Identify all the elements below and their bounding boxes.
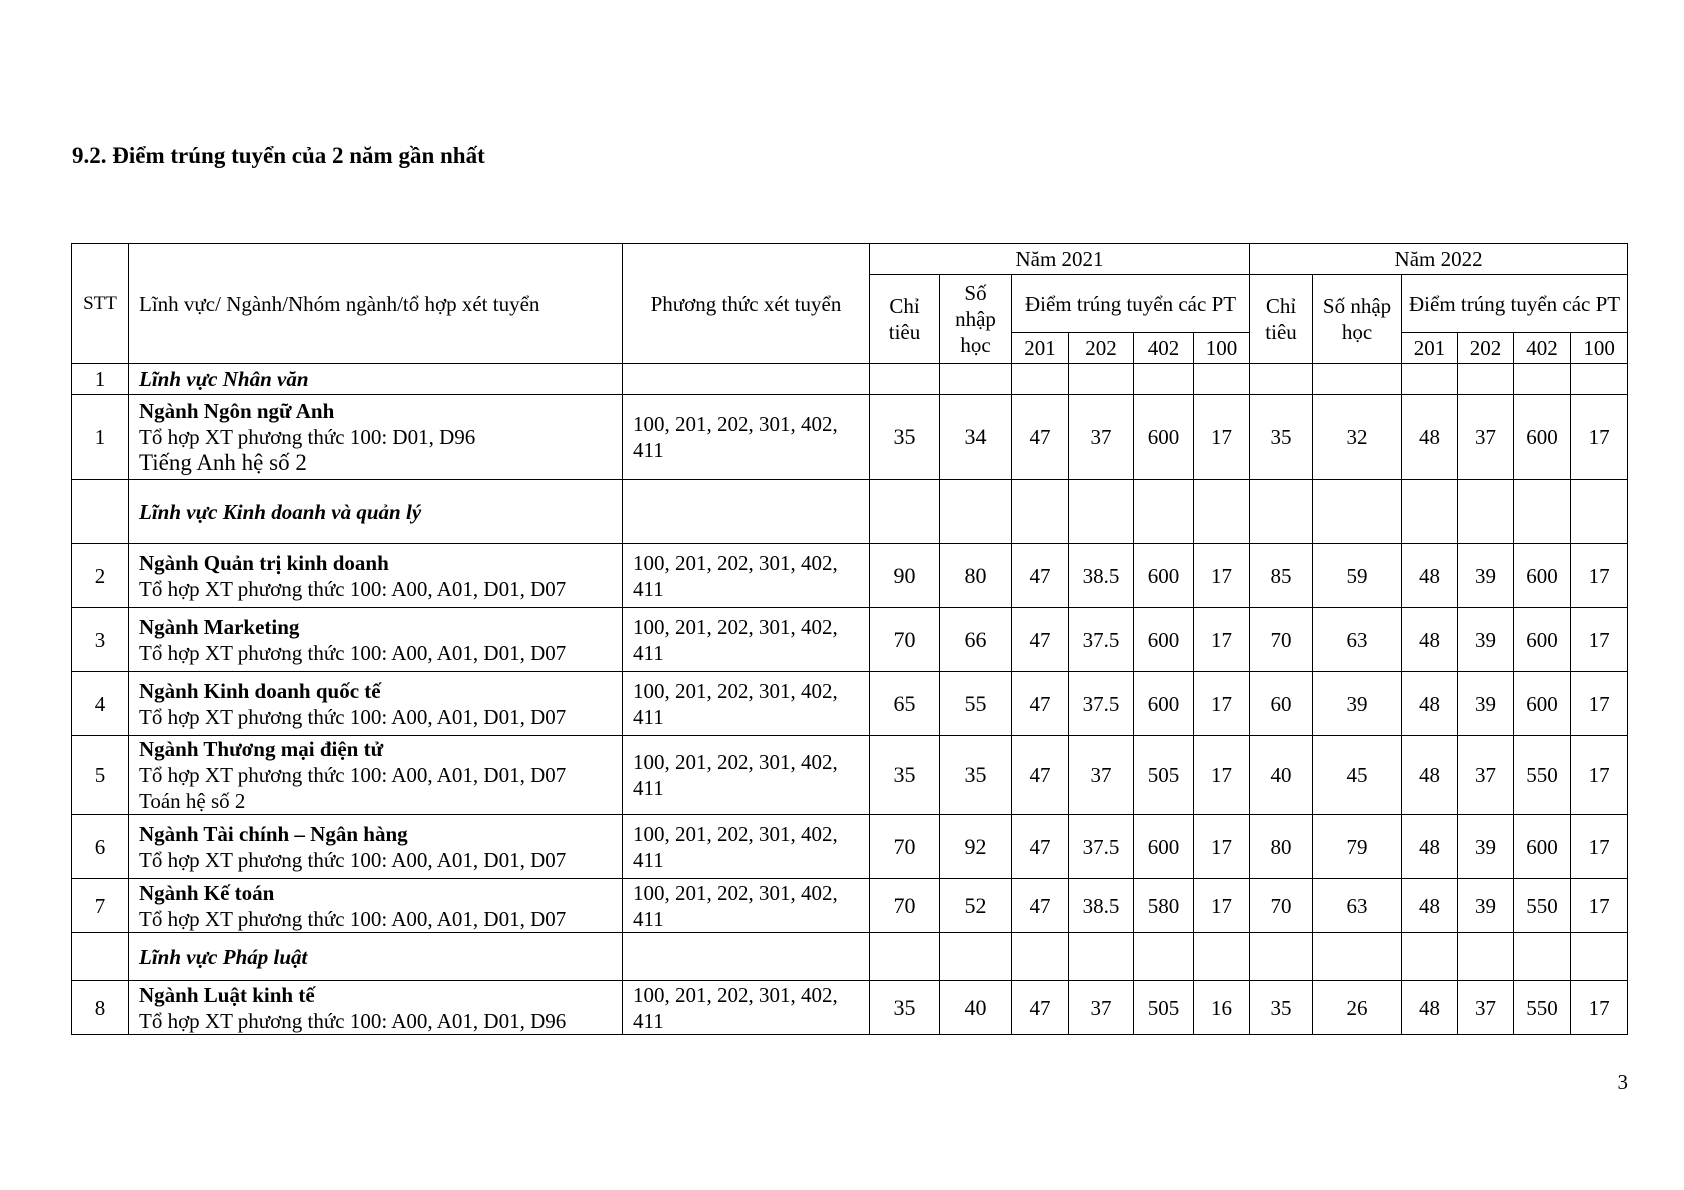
empty-cell	[940, 480, 1012, 544]
method-cell: 100, 201, 202, 301, 402, 411	[623, 736, 870, 815]
header-stt: STT	[72, 244, 129, 364]
value-2022-cell: 550	[1514, 736, 1571, 815]
value-2021-cell: 34	[940, 395, 1012, 480]
major-cell	[129, 815, 623, 879]
value-2021-cell: 70	[870, 879, 940, 933]
empty-cell	[1134, 933, 1194, 981]
value-2022-cell: 48	[1402, 981, 1458, 1035]
table-row	[72, 672, 1628, 736]
empty-cell	[940, 933, 1012, 981]
value-2022-cell: 17	[1571, 981, 1628, 1035]
empty-cell	[1313, 480, 1402, 544]
header-diem-2022: Điểm trúng tuyển các PT	[1402, 275, 1628, 333]
coefficient-note: Toán hệ số 2	[139, 789, 246, 813]
major-name: Ngành Quản trị kinh doanh	[139, 550, 389, 575]
method-cell: 100, 201, 202, 301, 402, 411	[623, 608, 870, 672]
header-pt-201: 201	[1012, 333, 1069, 364]
major-cell	[129, 395, 623, 480]
empty-cell	[1571, 480, 1628, 544]
empty-cell	[1250, 933, 1313, 981]
combination-text: Tổ hợp XT phương thức 100: A00, A01, D01, D07	[139, 763, 567, 787]
value-2021-cell: 70	[870, 608, 940, 672]
value-2022-cell: 48	[1402, 815, 1458, 879]
value-2022-cell: 600	[1514, 815, 1571, 879]
value-2022-cell: 39	[1458, 608, 1514, 672]
coefficient-note: Tiếng Anh hệ số 2	[139, 450, 307, 475]
table-row	[72, 879, 1628, 933]
empty-cell	[1250, 364, 1313, 395]
value-2022-cell: 80	[1250, 815, 1313, 879]
major-name: Ngành Luật kinh tế	[139, 982, 315, 1007]
empty-cell	[870, 480, 940, 544]
combination-text: Tổ hợp XT phương thức 100: A00, A01, D01, D07	[139, 847, 567, 872]
empty-cell	[1514, 364, 1571, 395]
value-2021-cell: 17	[1194, 395, 1250, 480]
value-2022-cell: 600	[1514, 672, 1571, 736]
stt-cell: 8	[72, 981, 129, 1035]
value-2021-cell: 505	[1134, 981, 1194, 1035]
value-2022-cell: 48	[1402, 879, 1458, 933]
value-2021-cell: 600	[1134, 395, 1194, 480]
table-row	[72, 608, 1628, 672]
value-2022-cell: 550	[1514, 981, 1571, 1035]
value-2021-cell: 47	[1012, 672, 1069, 736]
empty-cell	[1069, 933, 1134, 981]
method-cell	[623, 480, 870, 544]
stt-cell: 5	[72, 736, 129, 815]
value-2022-cell: 39	[1458, 672, 1514, 736]
value-2022-cell: 48	[1402, 608, 1458, 672]
header-pt-202: 202	[1458, 333, 1514, 364]
value-2021-cell: 47	[1012, 981, 1069, 1035]
value-2021-cell: 47	[1012, 608, 1069, 672]
value-2021-cell: 16	[1194, 981, 1250, 1035]
stt-cell: 4	[72, 672, 129, 736]
value-2022-cell: 48	[1402, 736, 1458, 815]
value-2021-cell: 505	[1134, 736, 1194, 815]
value-2022-cell: 26	[1313, 981, 1402, 1035]
stt-cell: 2	[72, 544, 129, 608]
value-2022-cell: 17	[1571, 736, 1628, 815]
value-2021-cell: 66	[940, 608, 1012, 672]
empty-cell	[1571, 933, 1628, 981]
value-2021-cell: 47	[1012, 395, 1069, 480]
value-2021-cell: 47	[1012, 544, 1069, 608]
method-cell: 100, 201, 202, 301, 402, 411	[623, 815, 870, 879]
empty-cell	[1402, 364, 1458, 395]
stt-cell: 6	[72, 815, 129, 879]
header-method: Phương thức xét tuyển	[623, 244, 870, 364]
field-row	[72, 480, 1628, 544]
value-2022-cell: 17	[1571, 815, 1628, 879]
value-2022-cell: 37	[1458, 736, 1514, 815]
method-cell: 100, 201, 202, 301, 402, 411	[623, 672, 870, 736]
value-2022-cell: 60	[1250, 672, 1313, 736]
value-2022-cell: 39	[1313, 672, 1402, 736]
value-2021-cell: 17	[1194, 608, 1250, 672]
value-2022-cell: 600	[1514, 608, 1571, 672]
empty-cell	[870, 364, 940, 395]
empty-cell	[1069, 364, 1134, 395]
empty-cell	[1313, 364, 1402, 395]
value-2022-cell: 70	[1250, 608, 1313, 672]
empty-cell	[1012, 364, 1069, 395]
major-cell	[129, 608, 623, 672]
empty-cell	[1194, 364, 1250, 395]
value-2022-cell: 79	[1313, 815, 1402, 879]
major-name: Ngành Kinh doanh quốc tế	[139, 678, 381, 703]
value-2022-cell: 17	[1571, 672, 1628, 736]
value-2022-cell: 48	[1402, 672, 1458, 736]
stt-cell: 7	[72, 879, 129, 933]
value-2022-cell: 63	[1313, 608, 1402, 672]
method-cell	[623, 933, 870, 981]
header-pt-402: 402	[1134, 333, 1194, 364]
header-so-nhap-hoc-2021: Số nhập học	[940, 275, 1012, 364]
value-2022-cell: 32	[1313, 395, 1402, 480]
method-cell: 100, 201, 202, 301, 402, 411	[623, 544, 870, 608]
header-chi-tieu-2021: Chỉ tiêu	[870, 275, 940, 364]
value-2021-cell: 37.5	[1069, 815, 1134, 879]
value-2022-cell: 37	[1458, 981, 1514, 1035]
value-2022-cell: 63	[1313, 879, 1402, 933]
header-year-2022: Năm 2022	[1250, 244, 1628, 275]
combination-text: Tổ hợp XT phương thức 100: A00, A01, D01, D07	[139, 704, 567, 729]
value-2021-cell: 37	[1069, 736, 1134, 815]
value-2022-cell: 17	[1571, 544, 1628, 608]
header-diem-2021: Điểm trúng tuyển các PT	[1012, 275, 1250, 333]
field-name: Lĩnh vực Nhân văn	[139, 367, 309, 391]
field-name: Lĩnh vực Pháp luật	[139, 944, 308, 969]
header-pt-100: 100	[1194, 333, 1250, 364]
empty-cell	[1402, 933, 1458, 981]
table-row	[72, 395, 1628, 480]
value-2021-cell: 35	[870, 395, 940, 480]
major-cell	[129, 981, 623, 1035]
value-2021-cell: 35	[870, 736, 940, 815]
stt-cell	[72, 480, 129, 544]
field-name-cell	[129, 933, 623, 981]
major-cell	[129, 879, 623, 933]
method-cell	[623, 364, 870, 395]
value-2021-cell: 38.5	[1069, 879, 1134, 933]
combination-text: Tổ hợp XT phương thức 100: A00, A01, D01, D07	[139, 640, 567, 665]
header-pt-402: 402	[1514, 333, 1571, 364]
value-2022-cell: 550	[1514, 879, 1571, 933]
combination-text: Tổ hợp XT phương thức 100: D01, D96	[139, 425, 476, 449]
value-2022-cell: 85	[1250, 544, 1313, 608]
empty-cell	[1458, 480, 1514, 544]
value-2021-cell: 92	[940, 815, 1012, 879]
empty-cell	[1458, 364, 1514, 395]
value-2021-cell: 580	[1134, 879, 1194, 933]
value-2021-cell: 40	[940, 981, 1012, 1035]
value-2021-cell: 35	[940, 736, 1012, 815]
value-2021-cell: 47	[1012, 815, 1069, 879]
empty-cell	[940, 364, 1012, 395]
value-2022-cell: 600	[1514, 544, 1571, 608]
table-row	[72, 815, 1628, 879]
value-2021-cell: 37	[1069, 981, 1134, 1035]
value-2021-cell: 37	[1069, 395, 1134, 480]
combination-text: Tổ hợp XT phương thức 100: A00, A01, D01, D07	[139, 906, 567, 931]
major-cell	[129, 736, 623, 815]
value-2021-cell: 17	[1194, 544, 1250, 608]
value-2021-cell: 80	[940, 544, 1012, 608]
empty-cell	[1514, 480, 1571, 544]
value-2021-cell: 38.5	[1069, 544, 1134, 608]
value-2022-cell: 600	[1514, 395, 1571, 480]
field-name-cell	[129, 364, 623, 395]
field-name: Lĩnh vực Kinh doanh và quản lý	[139, 499, 422, 524]
value-2021-cell: 17	[1194, 815, 1250, 879]
page-number: 3	[1617, 1070, 1628, 1094]
header-field: Lĩnh vực/ Ngành/Nhóm ngành/tổ hợp xét tuyển	[129, 244, 623, 364]
method-cell: 100, 201, 202, 301, 402, 411	[623, 879, 870, 933]
value-2021-cell: 70	[870, 815, 940, 879]
value-2021-cell: 90	[870, 544, 940, 608]
table-row	[72, 544, 1628, 608]
field-name-cell	[129, 480, 623, 544]
empty-cell	[1194, 933, 1250, 981]
value-2022-cell: 59	[1313, 544, 1402, 608]
major-name: Ngành Tài chính – Ngân hàng	[139, 821, 408, 846]
method-cell: 100, 201, 202, 301, 402, 411	[623, 981, 870, 1035]
value-2021-cell: 52	[940, 879, 1012, 933]
header-chi-tieu-2022: Chỉ tiêu	[1250, 275, 1313, 364]
empty-cell	[1514, 933, 1571, 981]
major-name: Ngành Kế toán	[139, 880, 275, 905]
empty-cell	[1194, 480, 1250, 544]
combination-text: Tổ hợp XT phương thức 100: A00, A01, D01, D96	[139, 1008, 567, 1033]
empty-cell	[1134, 364, 1194, 395]
value-2022-cell: 48	[1402, 395, 1458, 480]
field-row	[72, 933, 1628, 981]
stt-cell: 1	[72, 395, 129, 480]
value-2021-cell: 65	[870, 672, 940, 736]
empty-cell	[1069, 480, 1134, 544]
value-2021-cell: 17	[1194, 736, 1250, 815]
field-row	[72, 364, 1628, 395]
major-name: Ngành Thương mại điện tử	[139, 737, 384, 761]
value-2022-cell: 48	[1402, 544, 1458, 608]
stt-cell: 3	[72, 608, 129, 672]
value-2022-cell: 17	[1571, 395, 1628, 480]
value-2022-cell: 39	[1458, 544, 1514, 608]
value-2021-cell: 37.5	[1069, 608, 1134, 672]
value-2022-cell: 40	[1250, 736, 1313, 815]
value-2021-cell: 17	[1194, 672, 1250, 736]
stt-cell: 1	[72, 364, 129, 395]
value-2022-cell: 35	[1250, 395, 1313, 480]
empty-cell	[1458, 933, 1514, 981]
empty-cell	[1134, 480, 1194, 544]
header-so-nhap-hoc-2022: Số nhập học	[1313, 275, 1402, 364]
empty-cell	[1012, 933, 1069, 981]
empty-cell	[1571, 364, 1628, 395]
value-2022-cell: 45	[1313, 736, 1402, 815]
major-name: Ngành Ngôn ngữ Anh	[139, 399, 335, 423]
value-2021-cell: 600	[1134, 815, 1194, 879]
value-2022-cell: 70	[1250, 879, 1313, 933]
header-pt-100: 100	[1571, 333, 1628, 364]
table-header	[72, 244, 1628, 364]
empty-cell	[1250, 480, 1313, 544]
value-2021-cell: 600	[1134, 544, 1194, 608]
value-2021-cell: 47	[1012, 736, 1069, 815]
value-2022-cell: 39	[1458, 879, 1514, 933]
major-cell	[129, 672, 623, 736]
header-pt-202: 202	[1069, 333, 1134, 364]
empty-cell	[870, 933, 940, 981]
empty-cell	[1313, 933, 1402, 981]
value-2021-cell: 35	[870, 981, 940, 1035]
value-2022-cell: 37	[1458, 395, 1514, 480]
combination-text: Tổ hợp XT phương thức 100: A00, A01, D01, D07	[139, 576, 567, 601]
method-cell: 100, 201, 202, 301, 402, 411	[623, 395, 870, 480]
empty-cell	[1012, 480, 1069, 544]
header-year-2021: Năm 2021	[870, 244, 1250, 275]
value-2022-cell: 35	[1250, 981, 1313, 1035]
table-body	[72, 364, 1628, 1035]
value-2021-cell: 600	[1134, 608, 1194, 672]
value-2021-cell: 37.5	[1069, 672, 1134, 736]
table-row	[72, 736, 1628, 815]
header-pt-201: 201	[1402, 333, 1458, 364]
section-heading: 9.2. Điểm trúng tuyển của 2 năm gần nhất	[72, 143, 485, 168]
table-row	[72, 981, 1628, 1035]
stt-cell	[72, 933, 129, 981]
empty-cell	[1402, 480, 1458, 544]
major-cell	[129, 544, 623, 608]
value-2022-cell: 17	[1571, 608, 1628, 672]
value-2022-cell: 39	[1458, 815, 1514, 879]
value-2021-cell: 55	[940, 672, 1012, 736]
value-2021-cell: 47	[1012, 879, 1069, 933]
value-2022-cell: 17	[1571, 879, 1628, 933]
admission-scores-table	[71, 243, 1628, 1035]
value-2021-cell: 600	[1134, 672, 1194, 736]
value-2021-cell: 17	[1194, 879, 1250, 933]
major-name: Ngành Marketing	[139, 614, 300, 639]
